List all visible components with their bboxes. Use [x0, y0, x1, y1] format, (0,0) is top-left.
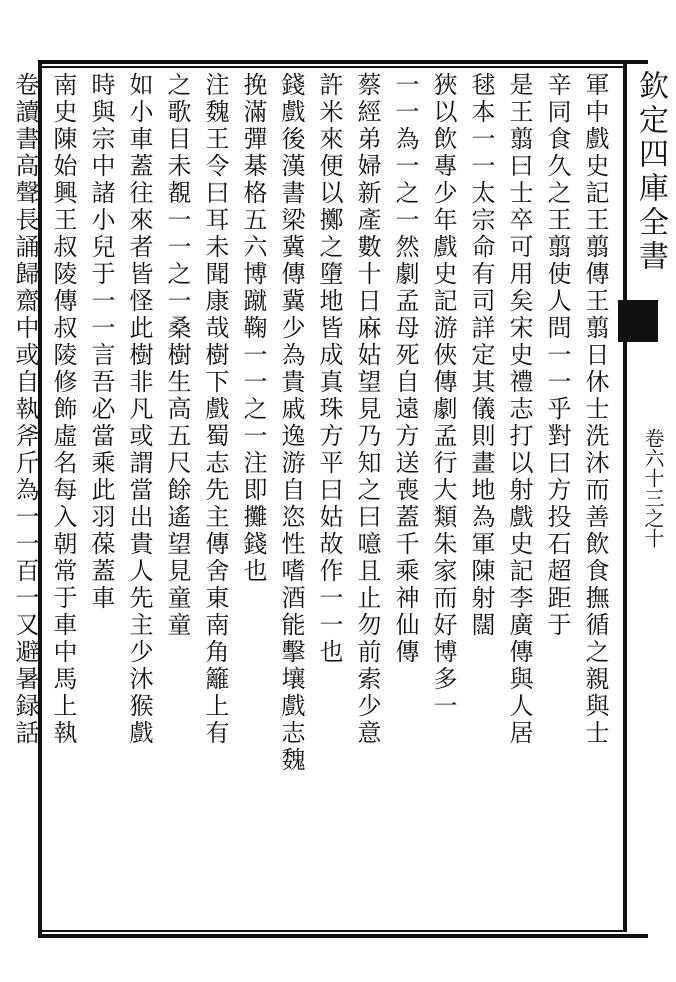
- book-title: 欽定四庫全書: [633, 70, 668, 274]
- text-column-12: 之歌目未覩一一之一桑樹生高五尺餘遙望見童童: [163, 72, 191, 639]
- text-column-5: 狹以飲專少年戲史記游俠傳劇孟行大類朱家而好博多一: [429, 72, 457, 720]
- volume-label: 卷六十三之十: [641, 428, 665, 548]
- text-column-8: 許米來便以擲之墮地皆成真珠方平曰姑故作一一也: [315, 72, 343, 666]
- text-column-6: 一一為一之一然劇孟母死自遠方送喪蓋千乘神仙傳: [391, 72, 419, 666]
- text-column-14: 時與宗中諸小兒于一一言吾必當乘此羽葆蓋車: [87, 72, 115, 612]
- top-rule: [38, 66, 623, 68]
- text-column-1: 軍中戲史記王翦傳王翦日休士洗沐而善飲食撫循之親與士: [581, 72, 609, 747]
- bottom-rule: [38, 930, 623, 932]
- text-column-9: 錢戲後漢書梁冀傳冀少為貴戚逸游自恣性嗜酒能擊壤戲志魏: [277, 72, 305, 774]
- text-column-3: 是王翦曰士卒可用矣宋史禮志打以射戲史記李廣傳與人居: [505, 72, 533, 747]
- text-column-15: 南史陳始興王叔陵傳叔陵修飾虛名每入朝常于車中馬上執: [49, 72, 77, 747]
- text-column-10: 挽滿彈棊格五六博蹴鞠一一之一注即攤錢也: [239, 72, 267, 585]
- margin-border: [623, 62, 627, 932]
- text-column-13: 如小車蓋往來者皆怪此樹非凡或謂當出貴人先主少沐猴戲: [125, 72, 153, 747]
- text-column-7: 蔡經弟婦新產數十日麻姑望見乃知之曰噫且止勿前索少意: [353, 72, 381, 747]
- text-column-16: 卷讀書高聲長誦歸齋中或自執斧斤為一一百一又避暑録話: [11, 72, 39, 747]
- text-column-4: 毬本一一太宗命有司詳定其儀則畫地為軍陳射闊: [467, 72, 495, 639]
- fish-tail-mark: [618, 300, 658, 342]
- text-column-2: 辛同食久之王翦使人問一一乎對曰方投石超距于: [543, 72, 571, 639]
- text-column-11: 注魏王令曰耳未聞康哉樹下戲蜀志先主傳舍東南角籬上有: [201, 72, 229, 747]
